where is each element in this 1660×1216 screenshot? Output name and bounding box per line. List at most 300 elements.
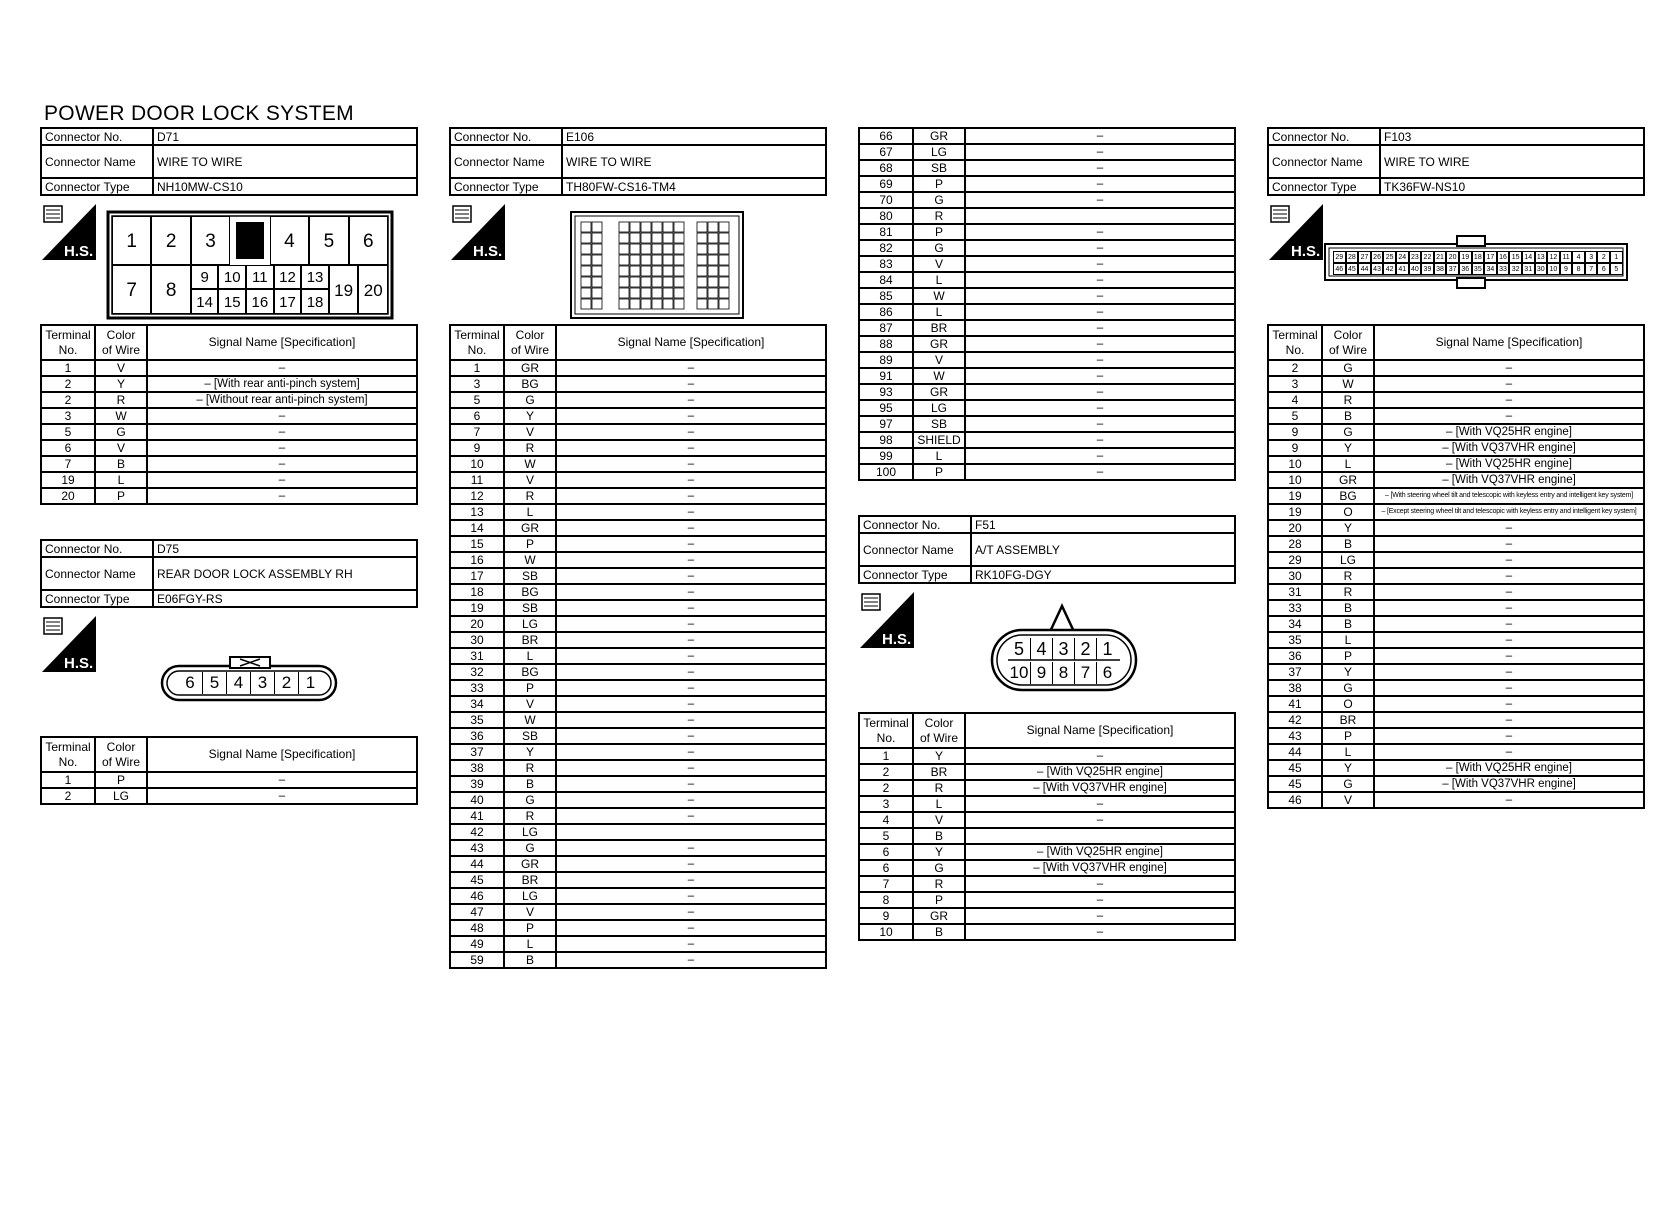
- wire-color-cell: R: [1322, 568, 1374, 584]
- table-row: [450, 904, 826, 920]
- connector-pin: 7: [1074, 662, 1096, 684]
- connector-no-label: Connector No.: [1268, 128, 1380, 145]
- terminal-no-cell: 40: [450, 792, 504, 808]
- wire-color-cell: L: [504, 648, 556, 664]
- wire-color-cell: GR: [1322, 472, 1374, 488]
- signal-name-cell: –: [965, 368, 1235, 384]
- terminal-no-header: Terminal No.: [41, 737, 95, 772]
- wire-color-cell: Y: [504, 744, 556, 760]
- signal-name-cell: –: [556, 648, 826, 664]
- signal-name-cell: –: [965, 876, 1235, 892]
- terminal-no-cell: 33: [450, 680, 504, 696]
- signal-name-cell: – [With steering wheel tilt and telescopic with keyless entry and intelligent key system]: [1374, 488, 1644, 504]
- terminal-no-cell: 35: [1268, 632, 1322, 648]
- wire-color-cell: R: [95, 392, 147, 408]
- table-row: [41, 440, 417, 456]
- terminal-no-cell: 35: [450, 712, 504, 728]
- table-row: [450, 664, 826, 680]
- signal-name-cell: –: [965, 384, 1235, 400]
- signal-name-cell: –: [1374, 792, 1644, 808]
- table-row: [1268, 408, 1644, 424]
- svg-text:H.S.: H.S.: [473, 243, 503, 260]
- terminal-no-cell: 7: [859, 876, 913, 892]
- signal-name-cell: –: [965, 192, 1235, 208]
- terminal-no-cell: 38: [450, 760, 504, 776]
- signal-name-cell: –: [556, 680, 826, 696]
- terminal-no-cell: 91: [859, 368, 913, 384]
- wire-color-cell: L: [913, 304, 965, 320]
- table-row: [450, 728, 826, 744]
- table-row: [1268, 376, 1644, 392]
- connector-header-d75: [40, 539, 418, 608]
- hs-icon: [860, 592, 914, 648]
- connector-name-value: REAR DOOR LOCK ASSEMBLY RH: [153, 557, 417, 590]
- terminal-no-cell: 93: [859, 384, 913, 400]
- wire-color-cell: L: [1322, 456, 1374, 472]
- signal-name-cell: –: [147, 772, 417, 788]
- wire-color-cell: V: [504, 904, 556, 920]
- terminal-no-cell: 5: [859, 828, 913, 844]
- connector-pin: 27: [1358, 251, 1371, 263]
- connector-pin: 10: [1547, 263, 1560, 275]
- terminal-no-cell: 20: [41, 488, 95, 504]
- terminal-no-cell: 45: [1268, 760, 1322, 776]
- signal-name-cell: –: [556, 952, 826, 968]
- signal-name-cell: –: [556, 456, 826, 472]
- connector-pin: 33: [1497, 263, 1510, 275]
- terminal-no-cell: 97: [859, 416, 913, 432]
- signal-name-cell: –: [147, 456, 417, 472]
- signal-name-cell: –: [556, 504, 826, 520]
- connector-pin: 18: [1472, 251, 1485, 263]
- terminal-no-cell: 80: [859, 208, 913, 224]
- wire-color-cell: P: [504, 680, 556, 696]
- terminal-no-cell: 44: [450, 856, 504, 872]
- wire-color-cell: R: [1322, 584, 1374, 600]
- terminal-no-header: Terminal No.: [859, 713, 913, 748]
- wire-color-cell: BG: [1322, 488, 1374, 504]
- wire-color-cell: Y: [1322, 760, 1374, 776]
- terminal-no-cell: 42: [1268, 712, 1322, 728]
- wire-color-cell: GR: [504, 856, 556, 872]
- table-row: [1268, 600, 1644, 616]
- table-row: [859, 416, 1235, 432]
- e106-connector-diagram: [449, 196, 827, 324]
- table-row: [859, 764, 1235, 780]
- column-2: [449, 127, 827, 969]
- terminal-no-cell: 59: [450, 952, 504, 968]
- wire-color-cell: V: [504, 696, 556, 712]
- terminal-no-cell: 36: [1268, 648, 1322, 664]
- table-row: [41, 360, 417, 376]
- table-row: [859, 812, 1235, 828]
- terminal-no-cell: 34: [1268, 616, 1322, 632]
- signal-name-cell: –: [556, 904, 826, 920]
- signal-name-cell: –: [965, 796, 1235, 812]
- wire-color-cell: V: [913, 812, 965, 828]
- connector-no-value: D71: [153, 128, 417, 145]
- signal-name-cell: – [With VQ37VHR engine]: [965, 780, 1235, 796]
- connector-header-e106: [449, 127, 827, 196]
- connector-pin: 45: [1346, 263, 1359, 275]
- signal-name-cell: [556, 824, 826, 840]
- terminal-no-cell: 41: [450, 808, 504, 824]
- terminal-no-cell: 31: [1268, 584, 1322, 600]
- connector-name-label: Connector Name: [1268, 145, 1380, 178]
- connector-pin: 38: [1434, 263, 1447, 275]
- hs-icon: [451, 204, 505, 260]
- connector-pin: 13: [301, 265, 329, 289]
- terminal-table-d71: [40, 324, 418, 505]
- table-row: [450, 392, 826, 408]
- signal-name-cell: –: [965, 256, 1235, 272]
- wire-color-cell: B: [913, 924, 965, 940]
- wire-color-cell: O: [1322, 696, 1374, 712]
- table-row: [859, 384, 1235, 400]
- connector-pin: 1: [1096, 638, 1118, 660]
- terminal-table-e106: [449, 324, 827, 969]
- wire-color-cell: G: [1322, 680, 1374, 696]
- wire-color-cell: P: [913, 224, 965, 240]
- table-row: [1268, 664, 1644, 680]
- signal-name-cell: –: [556, 856, 826, 872]
- wire-color-cell: GR: [913, 384, 965, 400]
- terminal-no-cell: 1: [859, 748, 913, 764]
- connector-name-value: WIRE TO WIRE: [153, 145, 417, 178]
- wire-color-cell: W: [504, 712, 556, 728]
- signal-name-cell: –: [965, 224, 1235, 240]
- table-row: [1268, 456, 1644, 472]
- terminal-table-f103: [1267, 324, 1645, 809]
- wire-color-cell: LG: [913, 400, 965, 416]
- connector-pin: 5: [1610, 263, 1623, 275]
- terminal-no-cell: 84: [859, 272, 913, 288]
- table-row: [450, 632, 826, 648]
- signal-name-cell: –: [556, 696, 826, 712]
- table-row: [859, 304, 1235, 320]
- signal-name-cell: –: [1374, 552, 1644, 568]
- hs-icon: [42, 204, 96, 260]
- terminal-no-cell: 30: [450, 632, 504, 648]
- signal-name-cell: – [Without rear anti-pinch system]: [147, 392, 417, 408]
- table-row: [1268, 744, 1644, 760]
- terminal-no-cell: 88: [859, 336, 913, 352]
- signal-name-cell: [965, 828, 1235, 844]
- connector-pin: 6: [1096, 662, 1118, 684]
- table-row: [1268, 440, 1644, 456]
- terminal-no-cell: 43: [1268, 728, 1322, 744]
- terminal-no-cell: 68: [859, 160, 913, 176]
- connector-type-value: TK36FW-NS10: [1380, 178, 1644, 195]
- table-row: [859, 780, 1235, 796]
- table-row: [450, 744, 826, 760]
- wire-color-cell: G: [913, 860, 965, 876]
- signal-name-cell: –: [556, 792, 826, 808]
- connector-pin: 26: [1371, 251, 1384, 263]
- wire-color-cell: B: [1322, 616, 1374, 632]
- table-row: [859, 256, 1235, 272]
- terminal-no-cell: 20: [450, 616, 504, 632]
- wire-color-cell: L: [95, 472, 147, 488]
- terminal-no-cell: 11: [450, 472, 504, 488]
- wire-color-cell: B: [1322, 408, 1374, 424]
- signal-name-cell: –: [1374, 600, 1644, 616]
- table-row: [450, 376, 826, 392]
- connector-pin: 3: [250, 672, 274, 694]
- wire-color-cell: V: [913, 256, 965, 272]
- wire-color-cell: P: [504, 536, 556, 552]
- terminal-no-cell: 82: [859, 240, 913, 256]
- connector-pin: [236, 222, 263, 259]
- terminal-no-cell: 39: [450, 776, 504, 792]
- connector-pin: 4: [226, 672, 250, 694]
- table-row: [859, 432, 1235, 448]
- wire-color-cell: LG: [913, 144, 965, 160]
- wire-color-cell: G: [913, 192, 965, 208]
- terminal-no-cell: 87: [859, 320, 913, 336]
- terminal-no-cell: 10: [450, 456, 504, 472]
- signal-name-cell: –: [1374, 392, 1644, 408]
- terminal-no-cell: 10: [1268, 456, 1322, 472]
- signal-name-cell: –: [965, 812, 1235, 828]
- connector-name-value: WIRE TO WIRE: [562, 145, 826, 178]
- terminal-no-cell: 1: [41, 772, 95, 788]
- signal-name-cell: –: [556, 408, 826, 424]
- wire-color-cell: L: [1322, 744, 1374, 760]
- terminal-no-cell: 2: [41, 392, 95, 408]
- table-row: [859, 796, 1235, 812]
- table-row: [1268, 712, 1644, 728]
- terminal-no-cell: 19: [41, 472, 95, 488]
- connector-pin: 29: [1333, 251, 1346, 263]
- connector-pin: 32: [1509, 263, 1522, 275]
- table-row: [1268, 648, 1644, 664]
- table-row: [41, 488, 417, 504]
- table-row: [450, 568, 826, 584]
- table-row: [450, 888, 826, 904]
- table-row: [859, 352, 1235, 368]
- color-of-wire-header: Color of Wire: [1322, 325, 1374, 360]
- signal-name-cell: –: [556, 616, 826, 632]
- connector-name-value: WIRE TO WIRE: [1380, 145, 1644, 178]
- table-row: [450, 440, 826, 456]
- signal-name-cell: –: [556, 520, 826, 536]
- terminal-no-cell: 9: [1268, 424, 1322, 440]
- signal-name-cell: –: [965, 432, 1235, 448]
- table-row: [41, 788, 417, 804]
- table-row: [1268, 696, 1644, 712]
- connector-pin: 35: [1472, 263, 1485, 275]
- connector-pin: 24: [1396, 251, 1409, 263]
- terminal-no-cell: 2: [859, 764, 913, 780]
- signal-name-cell: –: [556, 392, 826, 408]
- terminal-no-cell: 10: [1268, 472, 1322, 488]
- table-row: [859, 240, 1235, 256]
- signal-name-cell: –: [556, 568, 826, 584]
- connector-pin: 28: [1346, 251, 1359, 263]
- connector-pin: 6: [349, 216, 388, 265]
- wire-color-cell: L: [504, 936, 556, 952]
- terminal-no-cell: 41: [1268, 696, 1322, 712]
- table-row: [450, 536, 826, 552]
- terminal-no-header: Terminal No.: [41, 325, 95, 360]
- wire-color-cell: G: [95, 424, 147, 440]
- wire-color-cell: R: [913, 876, 965, 892]
- wire-color-cell: V: [1322, 792, 1374, 808]
- wire-color-cell: P: [913, 892, 965, 908]
- wire-color-cell: B: [1322, 536, 1374, 552]
- signal-name-cell: –: [1374, 408, 1644, 424]
- terminal-no-cell: 4: [859, 812, 913, 828]
- connector-pin: 10: [1009, 663, 1029, 682]
- connector-pin: 2: [151, 216, 190, 265]
- wire-color-cell: LG: [504, 824, 556, 840]
- table-row: [859, 828, 1235, 844]
- signal-name-cell: –: [965, 128, 1235, 144]
- terminal-no-cell: 10: [859, 924, 913, 940]
- connector-name-label: Connector Name: [41, 557, 153, 590]
- signal-name-cell: – [With VQ37VHR engine]: [1374, 472, 1644, 488]
- wire-color-cell: LG: [95, 788, 147, 804]
- signal-name-cell: –: [965, 908, 1235, 924]
- table-row: [1268, 488, 1644, 504]
- signal-name-cell: –: [1374, 664, 1644, 680]
- table-row: [450, 920, 826, 936]
- signal-name-cell: –: [556, 488, 826, 504]
- wire-color-cell: BG: [504, 584, 556, 600]
- signal-name-cell: –: [1374, 648, 1644, 664]
- connector-pin: 11: [246, 265, 274, 289]
- signal-name-cell: –: [965, 336, 1235, 352]
- signal-name-cell: –: [556, 472, 826, 488]
- connector-pin: 8: [1052, 662, 1074, 684]
- connector-pin: 16: [246, 289, 274, 314]
- wire-color-cell: P: [913, 464, 965, 480]
- table-row: [1268, 680, 1644, 696]
- terminal-no-cell: 8: [859, 892, 913, 908]
- wire-color-cell: B: [95, 456, 147, 472]
- table-row: [41, 408, 417, 424]
- table-row: [1268, 584, 1644, 600]
- connector-name-label: Connector Name: [41, 145, 153, 178]
- connector-type-label: Connector Type: [859, 566, 971, 583]
- wire-color-cell: Y: [1322, 520, 1374, 536]
- signal-name-cell: –: [965, 144, 1235, 160]
- wire-color-cell: L: [913, 448, 965, 464]
- wire-color-cell: SB: [913, 160, 965, 176]
- table-row: [859, 892, 1235, 908]
- wire-color-cell: GR: [913, 128, 965, 144]
- wire-color-cell: BR: [1322, 712, 1374, 728]
- table-row: [450, 424, 826, 440]
- signal-name-cell: –: [965, 288, 1235, 304]
- table-row: [450, 776, 826, 792]
- terminal-no-cell: 2: [41, 788, 95, 804]
- wire-color-cell: GR: [504, 520, 556, 536]
- table-row: [1268, 520, 1644, 536]
- d75-pin-row: [178, 672, 322, 694]
- table-row: [450, 808, 826, 824]
- terminal-no-cell: 6: [859, 844, 913, 860]
- table-row: [859, 288, 1235, 304]
- connector-pin: 12: [274, 265, 302, 289]
- table-row: [859, 464, 1235, 480]
- table-row: [450, 840, 826, 856]
- table-row: [1268, 504, 1644, 520]
- svg-text:H.S.: H.S.: [1291, 243, 1321, 260]
- wire-color-cell: Y: [1322, 440, 1374, 456]
- terminal-no-cell: 2: [1268, 360, 1322, 376]
- signal-name-cell: –: [556, 632, 826, 648]
- terminal-no-cell: 2: [859, 780, 913, 796]
- terminal-no-cell: 20: [1268, 520, 1322, 536]
- terminal-no-cell: 5: [41, 424, 95, 440]
- table-row: [1268, 568, 1644, 584]
- signal-name-cell: –: [965, 320, 1235, 336]
- wire-color-cell: G: [913, 240, 965, 256]
- connector-no-value: E106: [562, 128, 826, 145]
- terminal-no-cell: 48: [450, 920, 504, 936]
- table-row: [450, 792, 826, 808]
- connector-pin: 11: [1560, 251, 1573, 263]
- connector-pin: 46: [1333, 263, 1346, 275]
- connector-pin: 36: [1459, 263, 1472, 275]
- signal-name-cell: – [With VQ37VHR engine]: [965, 860, 1235, 876]
- hs-icon: [1269, 204, 1323, 260]
- connector-header-f51: [858, 515, 1236, 584]
- connector-type-label: Connector Type: [1268, 178, 1380, 195]
- terminal-no-cell: 33: [1268, 600, 1322, 616]
- terminal-no-cell: 7: [41, 456, 95, 472]
- table-row: [859, 160, 1235, 176]
- signal-name-cell: –: [147, 440, 417, 456]
- signal-name-cell: –: [1374, 520, 1644, 536]
- connector-name-label: Connector Name: [859, 533, 971, 566]
- wire-color-cell: R: [504, 808, 556, 824]
- table-row: [859, 844, 1235, 860]
- signal-name-cell: –: [147, 360, 417, 376]
- connector-pin: 17: [1484, 251, 1497, 263]
- table-row: [450, 952, 826, 968]
- terminal-no-cell: 37: [450, 744, 504, 760]
- terminal-table-f51: [858, 712, 1236, 941]
- connector-pin: 23: [1409, 251, 1422, 263]
- wire-color-cell: BG: [504, 664, 556, 680]
- signal-name-cell: –: [556, 872, 826, 888]
- signal-name-cell: –: [965, 272, 1235, 288]
- table-row: [450, 616, 826, 632]
- connector-pin: 43: [1371, 263, 1384, 275]
- signal-name-cell: – [With VQ37VHR engine]: [1374, 440, 1644, 456]
- wire-color-cell: P: [504, 920, 556, 936]
- signal-name-cell: –: [147, 424, 417, 440]
- color-of-wire-header: Color of Wire: [504, 325, 556, 360]
- svg-text:H.S.: H.S.: [64, 243, 94, 260]
- connector-type-value: TH80FW-CS16-TM4: [562, 178, 826, 195]
- terminal-no-cell: 67: [859, 144, 913, 160]
- signal-name-cell: –: [147, 408, 417, 424]
- wire-color-cell: G: [504, 792, 556, 808]
- table-row: [450, 408, 826, 424]
- terminal-no-cell: 2: [41, 376, 95, 392]
- wire-color-cell: Y: [913, 748, 965, 764]
- signal-name-cell: –: [556, 760, 826, 776]
- connector-pin: 41: [1396, 263, 1409, 275]
- signal-name-cell: – [Except steering wheel tilt and telescopic with keyless entry and intelligent key system]: [1374, 504, 1644, 520]
- signal-name-cell: – [With VQ37VHR engine]: [1374, 776, 1644, 792]
- wire-color-cell: R: [504, 440, 556, 456]
- signal-name-cell: –: [556, 536, 826, 552]
